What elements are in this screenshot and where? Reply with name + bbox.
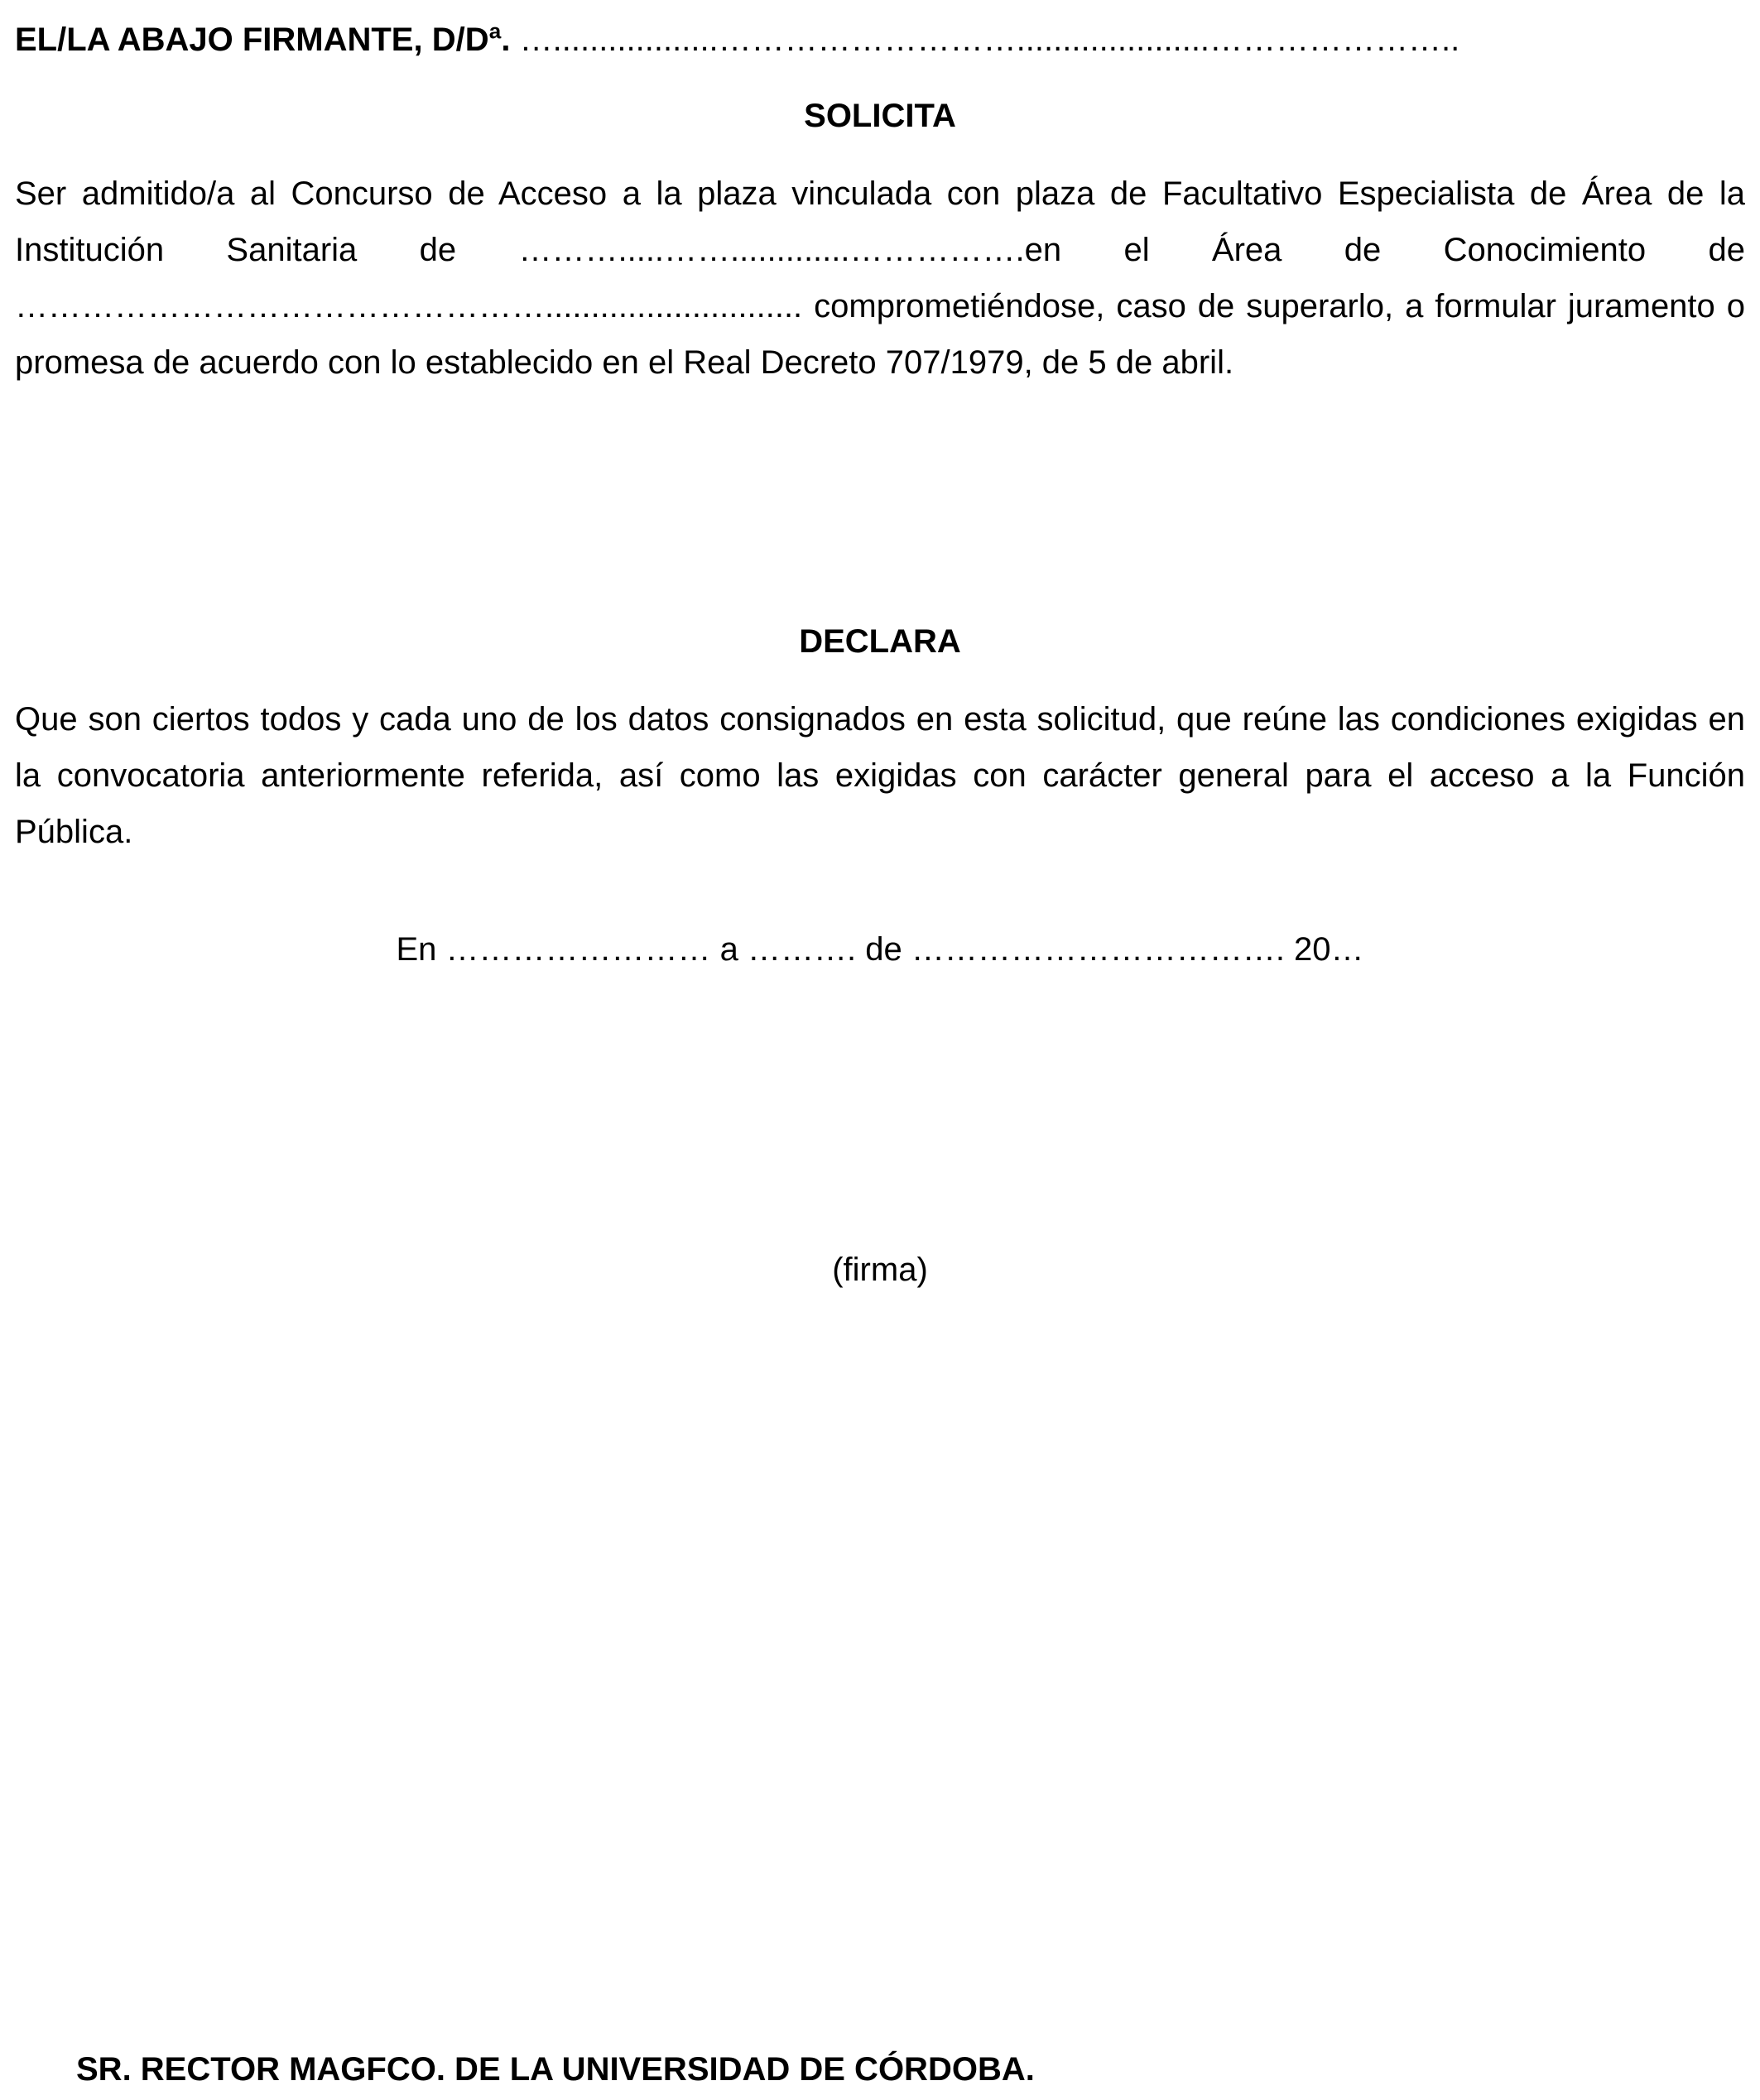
place-date-line: En …………………… a ………. de ……………………………. 20…	[396, 931, 1364, 968]
solicita-paragraph: Ser admitido/a al Concurso de Acceso a la plaza vinculada con plaza de Facultativo Especialista de Área de la Institución Sanitaria de ……….....…….............…………….en el Área de Conocimiento de …………………………………………............................ comprometiéndose, caso de superarlo, a formular juramento o promesa de acuerdo con lo establecido en el Real Decreto 707/1979, de 5 de abril.	[15, 175, 1745, 381]
signatory-label: EL/LA ABAJO FIRMANTE, D/Dª.	[15, 22, 511, 58]
addressee-line: SR. RECTOR MAGFCO. DE LA UNIVERSIDAD DE CÓRDOBA.	[76, 2051, 1035, 2088]
header-line	[15, 23, 1459, 56]
declara-paragraph: Que son ciertos todos y cada uno de los datos consignados en esta solicitud, que reúne las condiciones exigidas en la convocatoria anteriormente referida, así como las exigidas con carácter general para el acceso a la Función Pública.	[15, 701, 1745, 850]
solicita-heading: SOLICITA	[804, 98, 956, 134]
signature-label: (firma)	[832, 1252, 928, 1288]
signatory-name-blank: …..................……………………….....................…………………..	[519, 22, 1460, 58]
declara-heading: DECLARA	[799, 623, 961, 660]
